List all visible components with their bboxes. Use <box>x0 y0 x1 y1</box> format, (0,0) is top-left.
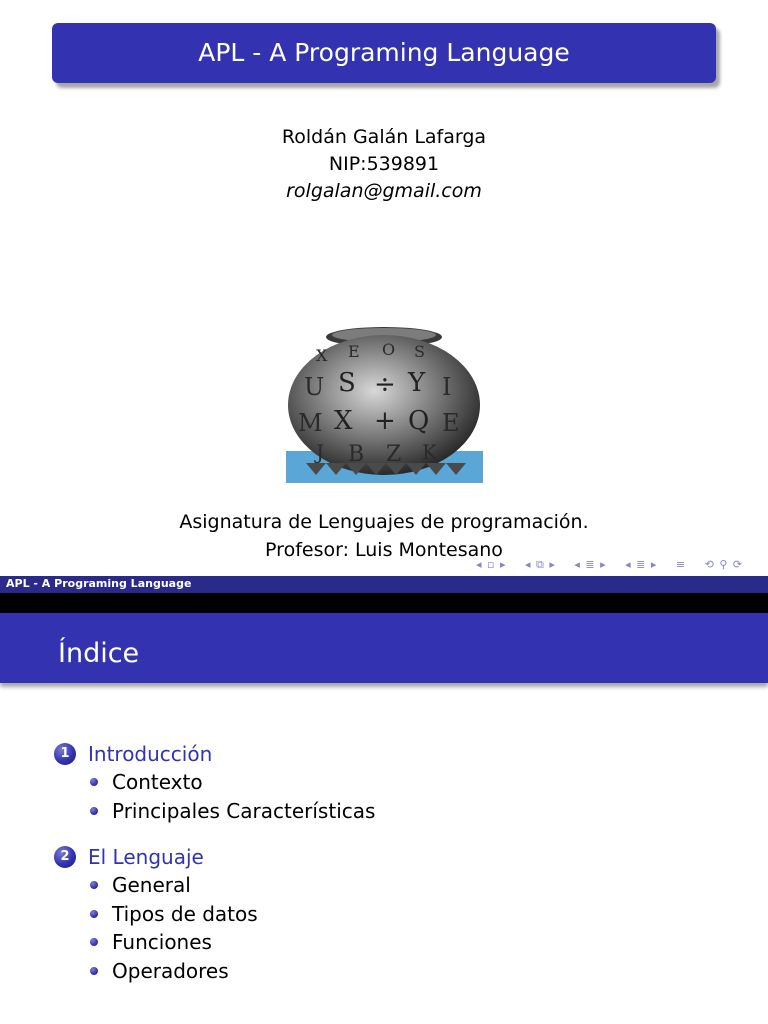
svg-text:X: X <box>316 346 328 365</box>
section-number-badge: 1 <box>54 743 76 765</box>
nav-section-icon[interactable]: ◂ ≣ ▸ <box>574 558 607 571</box>
svg-text:I: I <box>442 373 452 401</box>
course-block <box>0 508 768 564</box>
svg-text:U: U <box>304 373 325 401</box>
professor-name: Profesor: Luis Montesano <box>265 539 503 561</box>
svg-text:X: X <box>334 406 353 436</box>
header-divider <box>0 593 768 613</box>
toc-subsection[interactable] <box>54 900 375 929</box>
bullet-icon <box>90 881 98 889</box>
section-title[interactable]: El Lenguaje <box>88 845 204 869</box>
beamer-navigation <box>476 558 757 576</box>
author-name: Roldán Galán Lafarga <box>281 126 487 148</box>
svg-text:+: + <box>374 406 396 436</box>
slide-title: APL - A Programing Language <box>198 38 570 67</box>
subsection-label[interactable]: General <box>112 873 191 898</box>
toc-section-row[interactable] <box>54 740 375 768</box>
svg-text:B: B <box>348 442 365 467</box>
svg-text:M: M <box>298 409 323 437</box>
nav-search-icon[interactable]: ⟲ ⚲ ⟳ <box>704 558 744 571</box>
slide-header-bar <box>0 576 768 593</box>
table-of-contents <box>54 740 375 1003</box>
typeball-photo <box>286 323 483 483</box>
bullet-icon <box>90 807 98 815</box>
frame-title: Índice <box>58 638 140 669</box>
toc-section-row[interactable] <box>54 843 375 871</box>
author-nip: NIP:539891 <box>328 153 440 175</box>
section-title[interactable]: Introducción <box>88 742 213 766</box>
header-title: APL - A Programing Language <box>6 577 192 590</box>
bullet-icon <box>90 938 98 946</box>
bullet-icon <box>90 778 98 786</box>
bullet-icon <box>90 967 98 975</box>
subsection-label[interactable]: Funciones <box>112 930 212 955</box>
typeball-image <box>286 323 483 483</box>
subsection-label[interactable]: Tipos de datos <box>112 901 258 926</box>
nav-subsection-icon[interactable]: ◂ ⧉ ▸ <box>525 558 556 571</box>
svg-text:K: K <box>422 440 437 464</box>
svg-text:E: E <box>442 409 460 437</box>
toc-subsection[interactable] <box>54 797 375 826</box>
toc-subsection[interactable] <box>54 768 375 797</box>
subsection-label[interactable]: Principales Características <box>112 798 376 823</box>
svg-text:S: S <box>338 368 356 398</box>
svg-text:÷: ÷ <box>374 370 396 400</box>
frame-title-bar <box>0 613 768 683</box>
subsection-label[interactable]: Operadores <box>112 958 229 983</box>
nav-appendix-icon[interactable]: ≡ <box>675 558 687 571</box>
svg-text:O: O <box>382 340 396 359</box>
toc-section <box>54 843 375 985</box>
svg-text:Q: Q <box>408 406 430 436</box>
toc-section <box>54 740 375 825</box>
course-name: Asignatura de Lenguajes de programación. <box>179 511 589 533</box>
svg-text:Y: Y <box>408 368 426 398</box>
svg-text:Z: Z <box>386 442 402 467</box>
section-number-badge: 2 <box>54 846 76 868</box>
nav-frame-icon[interactable]: ◂ ▫ ▸ <box>476 558 507 571</box>
svg-text:J: J <box>316 440 325 464</box>
slide-title-box <box>52 23 716 83</box>
svg-text:E: E <box>348 342 360 361</box>
nav-document-icon[interactable]: ◂ ≣ ▸ <box>625 558 658 571</box>
toc-subsection[interactable] <box>54 928 375 957</box>
subsection-label[interactable]: Contexto <box>112 770 203 795</box>
bullet-icon <box>90 910 98 918</box>
toc-subsection[interactable] <box>54 871 375 900</box>
toc-subsection[interactable] <box>54 957 375 986</box>
author-email[interactable]: rolgalan@gmail.com <box>286 180 482 202</box>
svg-text:S: S <box>414 342 425 361</box>
author-block <box>0 124 768 205</box>
